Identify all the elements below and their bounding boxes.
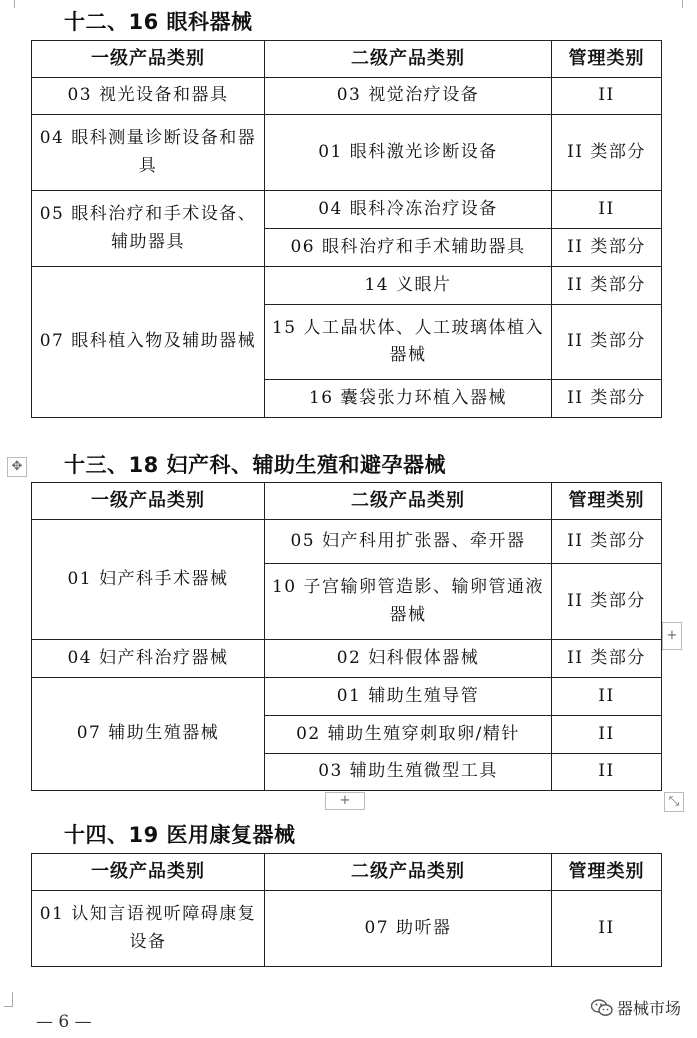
cell-level2: 04 眼科冷冻治疗设备 (265, 191, 552, 229)
section-title-12: 十二、16 眼科器械 (64, 10, 253, 34)
table-move-handle[interactable]: ✥ (7, 457, 27, 477)
cell-class: II 类部分 (552, 380, 662, 418)
cell-level1: 04 妇产科治疗器械 (32, 640, 265, 678)
cell-level2: 05 妇产科用扩张器、牵开器 (265, 520, 552, 564)
crop-mark-bottom-left (4, 992, 13, 1007)
cell-level2: 07 助听器 (265, 891, 552, 967)
cell-class: II 类部分 (552, 520, 662, 564)
section-title-14: 十四、19 医用康复器械 (64, 823, 296, 847)
cell-class: II 类部分 (552, 564, 662, 640)
header-level2: 二级产品类别 (265, 854, 552, 891)
cell-level2: 16 囊袋张力环植入器械 (265, 380, 552, 418)
cell-level1: 07 辅助生殖器械 (32, 678, 265, 791)
header-level2: 二级产品类别 (265, 41, 552, 78)
cell-level2: 01 眼科激光诊断设备 (265, 115, 552, 191)
add-column-button[interactable]: + (662, 622, 682, 650)
cell-level1: 05 眼科治疗和手术设备、辅助器具 (32, 191, 265, 267)
cell-level1: 01 认知言语视听障碍康复设备 (32, 891, 265, 967)
cell-class: II (552, 191, 662, 229)
cell-level1: 07 眼科植入物及辅助器械 (32, 267, 265, 418)
table-rehabilitation (31, 853, 662, 967)
table-ophthalmic (31, 40, 662, 418)
header-level1: 一级产品类别 (32, 41, 265, 78)
cell-level1: 03 视光设备和器具 (32, 78, 265, 115)
wechat-icon (591, 999, 613, 1017)
cell-class: II (552, 78, 662, 115)
table-resize-handle[interactable]: ⤡ (664, 792, 684, 812)
header-class: 管理类别 (552, 41, 662, 78)
add-row-button[interactable]: + (325, 792, 365, 810)
cell-level2: 15 人工晶状体、人工玻璃体植入器械 (265, 305, 552, 380)
cell-level2: 14 义眼片 (265, 267, 552, 305)
cell-class: II 类部分 (552, 267, 662, 305)
cell-level1: 04 眼科测量诊断设备和器具 (32, 115, 265, 191)
cell-level2: 02 辅助生殖穿刺取卵/精针 (265, 716, 552, 754)
watermark (591, 996, 681, 1019)
header-level1: 一级产品类别 (32, 483, 265, 520)
header-level1: 一级产品类别 (32, 854, 265, 891)
header-level2: 二级产品类别 (265, 483, 552, 520)
watermark-text: 器械市场 (616, 999, 681, 1018)
header-class: 管理类别 (552, 854, 662, 891)
crop-mark-top-right (682, 0, 693, 8)
section-title-13: 十三、18 妇产科、辅助生殖和避孕器械 (64, 453, 447, 477)
cell-level2: 02 妇科假体器械 (265, 640, 552, 678)
cell-level2: 03 视觉治疗设备 (265, 78, 552, 115)
cell-level2: 01 辅助生殖导管 (265, 678, 552, 716)
cell-level2: 03 辅助生殖微型工具 (265, 754, 552, 791)
cell-class: II 类部分 (552, 640, 662, 678)
cell-class: II (552, 716, 662, 754)
crop-mark-top-left (4, 0, 15, 8)
table-obstetrics (31, 482, 662, 791)
cell-class: II 类部分 (552, 305, 662, 380)
header-class: 管理类别 (552, 483, 662, 520)
cell-class: II 类部分 (552, 115, 662, 191)
cell-class: II (552, 754, 662, 791)
page-number: — 6 — (36, 1012, 92, 1032)
cell-class: II (552, 891, 662, 967)
cell-class: II 类部分 (552, 229, 662, 267)
cell-level2: 06 眼科治疗和手术辅助器具 (265, 229, 552, 267)
cell-level1: 01 妇产科手术器械 (32, 520, 265, 640)
cell-class: II (552, 678, 662, 716)
cell-level2: 10 子宫输卵管造影、输卵管通液器械 (265, 564, 552, 640)
